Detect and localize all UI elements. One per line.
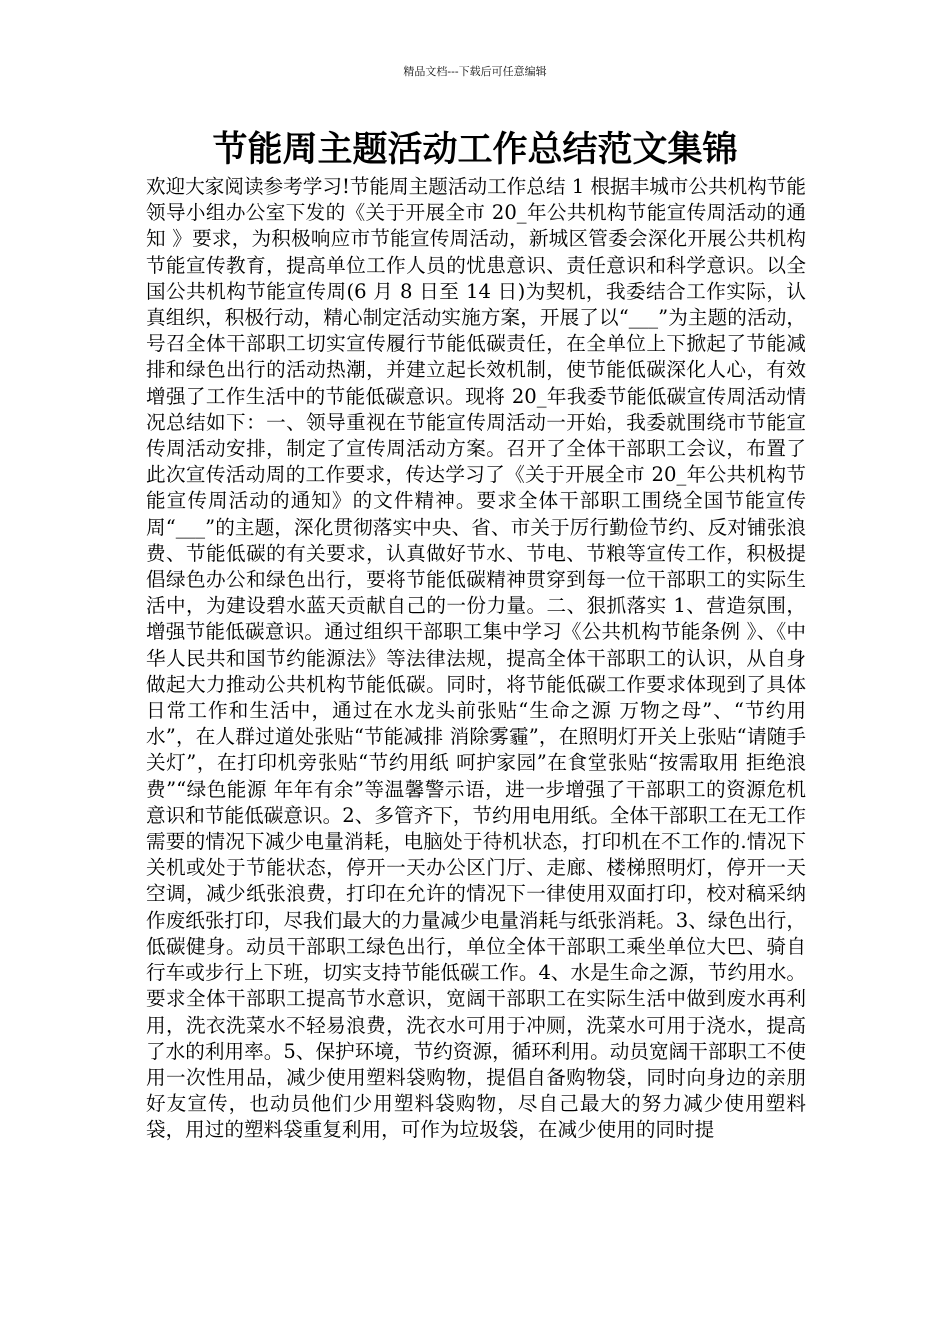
body-paragraph: 欢迎大家阅读参考学习!节能周主题活动工作总结 1 根据丰城市公共机构节能领导小组办公室下发的《关于开展全市 20_年公共机构节能宣传周活动的通知 》要求，为积极响应市节能宣传周活动，新城区管委会深化开展公共机构节能宣传教育，提高单位工作人员的忧患意识、责任意识和科学意识。以全国公共机构节能宣传周(6 月 8 日至 14 日)为契机，我委结合工作实际，认真组织，积极行动，精心制定活动实施方案，开展了以“___”为主题的活动，号召全体干部职工切实宣传履行节能低碳责任，在全单位上下掀起了节能减排和绿色出行的活动热潮，并建立起长效机制，使节能低碳深化人心，有效增强了工作生活中的节能低碳意识。现将 20_年我委节能低碳宣传周活动情况总结如下：一、领导重视在节能宣传周活动一开始，我委就围绕市节能宣传周活动安排，制定了宣传周活动方案。召开了全体干部职工会议，布置了此次宣传活动周的工作要求，传达学习了《关于开展全市 20_年公共机构节能宣传周活动的通知》的文件精神。要求全体干部职工围绕全国节能宣传周“___”的主题，深化贯彻落实中央、省、市关于厉行勤俭节约、反对铺张浪费、节能低碳的有关要求，认真做好节水、节电、节粮等宣传工作，积极提倡绿色办公和绿色出行，要将节能低碳精神贯穿到每一位干部职工的实际生活中，为建设碧水蓝天贡献自己的一份力量。二、狠抓落实 1、营造氛围，增强节能低碳意识。通过组织干部职工集中学习《公共机构节能条例 》、《中华人民共和国节约能源法》等法律法规，提高全体干部职工的认识，从自身做起大力推动公共机构节能低碳。同时，将节能低碳工作要求体现到了具体日常工作和生活中，通过在水龙头前张贴“生命之源 万物之母”、“节约用水”，在人群过道处张贴“节能减排 消除雾霾”，在照明灯开关上张贴“请随手关灯”，在打印机旁张贴“节约用纸 呵护家园”在食堂张贴“按需取用 拒绝浪费”“绿色能源 年年有余”等温馨警示语，进一步增强了干部职工的资源危机意识和节能低碳意识。2、多管齐下，节约用电用纸。全体干部职工在无工作需要的情况下减少电量消耗，电脑处于待机状态，打印机在不工作的.情况下关机或处于节能状态，停开一天办公区门厅、走廊、楼梯照明灯，停开一天空调，减少纸张浪费，打印在允许的情况下一律使用双面打印，校对稿采纳作废纸张打印，尽我们最大的力量减少电量消耗与纸张消耗。3、绿色出行，低碳健身。动员干部职工绿色出行，单位全体干部职工乘坐单位大巴、骑自行车或步行上下班，切实支持节能低碳工作。4、水是生命之源，节约用水。要求全体干部职工提高节水意识，宽阔干部职工在实际生活中做到废水再利用，洗衣洗菜水不轻易浪费，洗衣水可用于冲厕，洗菜水可用于浇水，提高了水的利用率。5、保护环境，节约资源，循环利用。动员宽阔干部职工不使用一次性用品，减少使用塑料袋购物，提倡自备购物袋，同时向身边的亲朋好友宣传，也动员他们少用塑料袋购物，尽自己最大的努力减少使用塑料袋，用过的塑料袋重复利用，可作为垃圾袋，在减少使用的同时提 (146, 175, 806, 1142)
header-note: 精品文档---下载后可任意编辑 (403, 65, 547, 78)
document-title: 节能周主题活动工作总结范文集锦 (212, 130, 738, 170)
